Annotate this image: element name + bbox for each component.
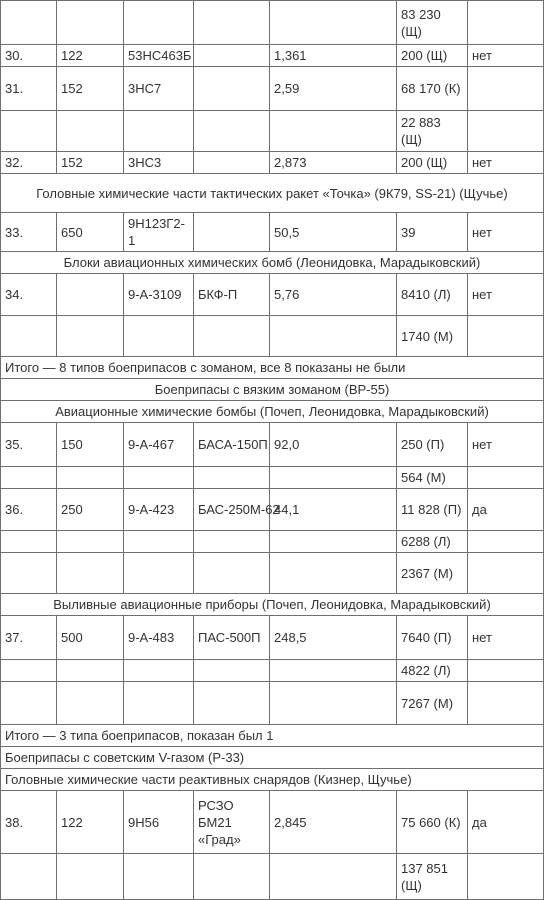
section-header-cell: Головные химические части тактических ракет «Точка» (9К79, SS-21) (Щучье) <box>1 174 544 213</box>
section-header-row <box>1 357 544 379</box>
section-header-row <box>1 401 544 423</box>
row-number-cell: 33. <box>1 213 57 252</box>
table-row <box>1 111 544 152</box>
table-row <box>1 553 544 594</box>
section-header-cell: Итого — 3 типа боеприпасов, показан был 1 <box>1 725 544 747</box>
table-row <box>1 213 544 252</box>
table-row <box>1 489 544 531</box>
index-cell: 3НС3 <box>124 152 194 174</box>
table-row <box>1 682 544 725</box>
row-number-cell: 32. <box>1 152 57 174</box>
shown-cell: нет <box>468 423 544 467</box>
mass-cell: 44,1 <box>270 489 397 531</box>
shown-cell: нет <box>468 45 544 67</box>
section-header-cell: Головные химические части реактивных снарядов (Кизнер, Щучье) <box>1 769 544 791</box>
type-cell <box>194 1 270 45</box>
shown-cell: да <box>468 791 544 854</box>
row-number-cell: 36. <box>1 489 57 531</box>
quantity-cell: 75 660 (К) <box>397 791 468 854</box>
type-cell <box>194 854 270 900</box>
index-cell: 9-А-467 <box>124 423 194 467</box>
type-cell <box>194 660 270 682</box>
caliber-cell: 250 <box>57 489 124 531</box>
type-cell <box>194 467 270 489</box>
index-cell: 9-А-423 <box>124 489 194 531</box>
shown-cell <box>468 316 544 357</box>
row-number-cell: 37. <box>1 616 57 660</box>
row-number-cell <box>1 682 57 725</box>
mass-cell: 2,873 <box>270 152 397 174</box>
index-cell: 9-А-3109 <box>124 274 194 316</box>
quantity-cell: 200 (Щ) <box>397 45 468 67</box>
type-cell <box>194 213 270 252</box>
caliber-cell <box>57 1 124 45</box>
section-header-row <box>1 769 544 791</box>
section-header-cell: Итого — 8 типов боеприпасов с зоманом, все 8 показаны не были <box>1 357 544 379</box>
mass-cell: 50,5 <box>270 213 397 252</box>
type-cell <box>194 316 270 357</box>
caliber-cell <box>57 274 124 316</box>
index-cell <box>124 682 194 725</box>
caliber-cell <box>57 854 124 900</box>
caliber-cell: 152 <box>57 152 124 174</box>
section-header-row <box>1 725 544 747</box>
table-row <box>1 467 544 489</box>
table-row <box>1 791 544 854</box>
table-row <box>1 152 544 174</box>
quantity-cell: 11 828 (П) <box>397 489 468 531</box>
section-header-cell: Авиационные химические бомбы (Почеп, Леонидовка, Марадыковский) <box>1 401 544 423</box>
caliber-cell <box>57 531 124 553</box>
caliber-cell: 500 <box>57 616 124 660</box>
index-cell <box>124 531 194 553</box>
section-header-row <box>1 747 544 769</box>
index-cell <box>124 660 194 682</box>
mass-cell <box>270 660 397 682</box>
section-header-cell: Боеприпасы с вязким зоманом (ВР-55) <box>1 379 544 401</box>
index-cell: 9-А-483 <box>124 616 194 660</box>
section-header-cell: Выливные авиационные приборы (Почеп, Леонидовка, Марадыковский) <box>1 594 544 616</box>
table-row <box>1 660 544 682</box>
type-cell: БАСА-150П <box>194 423 270 467</box>
section-header-row <box>1 594 544 616</box>
quantity-cell: 1740 (М) <box>397 316 468 357</box>
type-cell <box>194 553 270 594</box>
shown-cell <box>468 682 544 725</box>
table-row <box>1 531 544 553</box>
quantity-cell: 7640 (П) <box>397 616 468 660</box>
table-row <box>1 67 544 111</box>
quantity-cell: 250 (П) <box>397 423 468 467</box>
quantity-cell: 22 883 (Щ) <box>397 111 468 152</box>
quantity-cell: 68 170 (К) <box>397 67 468 111</box>
row-number-cell: 34. <box>1 274 57 316</box>
mass-cell: 2,845 <box>270 791 397 854</box>
type-cell: БАС-250М-62 <box>194 489 270 531</box>
quantity-cell: 564 (М) <box>397 467 468 489</box>
row-number-cell <box>1 854 57 900</box>
index-cell: 3НС7 <box>124 67 194 111</box>
index-cell: 9Н56 <box>124 791 194 854</box>
row-number-cell: 35. <box>1 423 57 467</box>
mass-cell <box>270 531 397 553</box>
table-row <box>1 1 544 45</box>
shown-cell: нет <box>468 616 544 660</box>
caliber-cell <box>57 553 124 594</box>
caliber-cell: 122 <box>57 45 124 67</box>
quantity-cell: 83 230 (Щ) <box>397 1 468 45</box>
type-cell <box>194 111 270 152</box>
mass-cell <box>270 682 397 725</box>
row-number-cell: 31. <box>1 67 57 111</box>
caliber-cell <box>57 111 124 152</box>
index-cell: 53НС463Б <box>124 45 194 67</box>
table-row <box>1 854 544 900</box>
section-header-row <box>1 252 544 274</box>
table-row <box>1 616 544 660</box>
quantity-cell: 8410 (Л) <box>397 274 468 316</box>
quantity-cell: 200 (Щ) <box>397 152 468 174</box>
shown-cell <box>468 854 544 900</box>
shown-cell: нет <box>468 213 544 252</box>
mass-cell <box>270 467 397 489</box>
index-cell: 9Н123Г2-1 <box>124 213 194 252</box>
type-cell <box>194 67 270 111</box>
caliber-cell: 650 <box>57 213 124 252</box>
quantity-cell: 2367 (М) <box>397 553 468 594</box>
type-cell <box>194 682 270 725</box>
mass-cell <box>270 316 397 357</box>
mass-cell <box>270 111 397 152</box>
shown-cell: да <box>468 489 544 531</box>
table-row <box>1 316 544 357</box>
index-cell <box>124 316 194 357</box>
shown-cell <box>468 531 544 553</box>
row-number-cell: 38. <box>1 791 57 854</box>
type-cell: ПАС-500П <box>194 616 270 660</box>
caliber-cell: 150 <box>57 423 124 467</box>
quantity-cell: 39 <box>397 213 468 252</box>
caliber-cell <box>57 660 124 682</box>
shown-cell <box>468 67 544 111</box>
shown-cell <box>468 111 544 152</box>
quantity-cell: 6288 (Л) <box>397 531 468 553</box>
index-cell <box>124 111 194 152</box>
table-body <box>1 1 544 900</box>
mass-cell <box>270 854 397 900</box>
shown-cell <box>468 1 544 45</box>
shown-cell: нет <box>468 274 544 316</box>
index-cell <box>124 467 194 489</box>
mass-cell: 248,5 <box>270 616 397 660</box>
caliber-cell: 152 <box>57 67 124 111</box>
quantity-cell: 137 851 (Щ) <box>397 854 468 900</box>
row-number-cell <box>1 531 57 553</box>
section-header-row <box>1 379 544 401</box>
quantity-cell: 7267 (М) <box>397 682 468 725</box>
shown-cell <box>468 660 544 682</box>
mass-cell: 92,0 <box>270 423 397 467</box>
row-number-cell <box>1 111 57 152</box>
quantity-cell: 4822 (Л) <box>397 660 468 682</box>
shown-cell <box>468 467 544 489</box>
row-number-cell <box>1 467 57 489</box>
section-header-row <box>1 174 544 213</box>
caliber-cell <box>57 467 124 489</box>
mass-cell: 2,59 <box>270 67 397 111</box>
mass-cell <box>270 553 397 594</box>
caliber-cell: 122 <box>57 791 124 854</box>
row-number-cell <box>1 660 57 682</box>
type-cell: БКФ-П <box>194 274 270 316</box>
shown-cell <box>468 553 544 594</box>
index-cell <box>124 854 194 900</box>
row-number-cell <box>1 316 57 357</box>
table-row <box>1 274 544 316</box>
row-number-cell: 30. <box>1 45 57 67</box>
row-number-cell <box>1 553 57 594</box>
caliber-cell <box>57 682 124 725</box>
section-header-cell: Блоки авиационных химических бомб (Леонидовка, Марадыковский) <box>1 252 544 274</box>
row-number-cell <box>1 1 57 45</box>
table-row <box>1 423 544 467</box>
type-cell <box>194 45 270 67</box>
mass-cell: 1,361 <box>270 45 397 67</box>
index-cell <box>124 1 194 45</box>
type-cell <box>194 152 270 174</box>
mass-cell: 5,76 <box>270 274 397 316</box>
caliber-cell <box>57 316 124 357</box>
table-row <box>1 45 544 67</box>
mass-cell <box>270 1 397 45</box>
type-cell <box>194 531 270 553</box>
section-header-cell: Боеприпасы с советским V-газом (Р-33) <box>1 747 544 769</box>
shown-cell: нет <box>468 152 544 174</box>
type-cell: РСЗО БМ21 «Град» <box>194 791 270 854</box>
index-cell <box>124 553 194 594</box>
